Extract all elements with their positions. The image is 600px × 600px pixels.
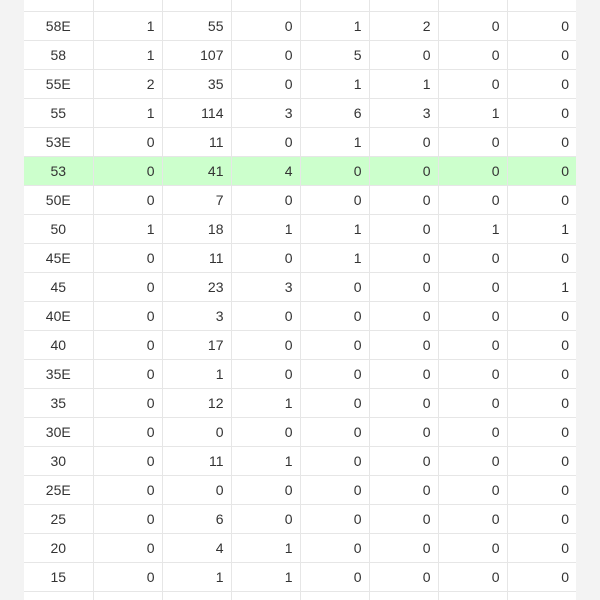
value-cell: 0 xyxy=(438,505,507,534)
value-cell: 0 xyxy=(507,476,576,505)
value-cell: 0 xyxy=(231,331,300,360)
value-cell: 1 xyxy=(93,41,162,70)
value-cell: 0 xyxy=(507,563,576,592)
value-cell: 0 xyxy=(369,244,438,273)
value-cell: 11 xyxy=(162,128,231,157)
value-cell: 107 xyxy=(162,41,231,70)
row-label-cell: 45E xyxy=(24,244,93,273)
value-cell: 0 xyxy=(300,505,369,534)
value-cell: 6 xyxy=(162,505,231,534)
value-cell: 114 xyxy=(162,99,231,128)
value-cell: 17 xyxy=(162,331,231,360)
value-cell: 1 xyxy=(300,244,369,273)
value-cell: 18 xyxy=(162,215,231,244)
row-label-cell: 58 xyxy=(24,41,93,70)
value-cell: 0 xyxy=(369,331,438,360)
table-row[interactable] xyxy=(24,99,576,128)
table-row[interactable] xyxy=(24,128,576,157)
value-cell: 0 xyxy=(231,41,300,70)
value-cell: 0 xyxy=(438,418,507,447)
value-cell: 0 xyxy=(507,99,576,128)
value-cell: 0 xyxy=(438,476,507,505)
value-cell xyxy=(300,592,369,600)
value-cell: 0 xyxy=(93,244,162,273)
value-cell: 0 xyxy=(369,447,438,476)
value-cell: 1 xyxy=(231,563,300,592)
value-cell: 0 xyxy=(300,273,369,302)
value-cell: 6 xyxy=(300,99,369,128)
value-cell: 0 xyxy=(438,186,507,215)
value-cell: 0 xyxy=(231,128,300,157)
value-cell: 1 xyxy=(231,447,300,476)
value-cell: 0 xyxy=(438,70,507,99)
row-label-cell: 35E xyxy=(24,360,93,389)
value-cell: 1 xyxy=(300,215,369,244)
value-cell xyxy=(369,0,438,12)
row-label-cell: 30 xyxy=(24,447,93,476)
value-cell: 1 xyxy=(231,389,300,418)
row-label-cell: 40E xyxy=(24,302,93,331)
value-cell: 0 xyxy=(507,447,576,476)
value-cell xyxy=(369,592,438,600)
value-cell: 0 xyxy=(93,563,162,592)
row-label-cell xyxy=(24,0,93,12)
row-label-cell: 25E xyxy=(24,476,93,505)
value-cell: 0 xyxy=(231,360,300,389)
value-cell xyxy=(93,592,162,600)
row-label-cell: 20 xyxy=(24,534,93,563)
row-label-cell: 40 xyxy=(24,331,93,360)
table-row[interactable] xyxy=(24,534,576,563)
value-cell: 0 xyxy=(507,360,576,389)
value-cell: 0 xyxy=(93,273,162,302)
table-row[interactable] xyxy=(24,331,576,360)
value-cell: 0 xyxy=(369,128,438,157)
value-cell: 0 xyxy=(438,360,507,389)
value-cell: 0 xyxy=(231,244,300,273)
value-cell: 0 xyxy=(231,70,300,99)
value-cell: 0 xyxy=(438,244,507,273)
value-cell: 0 xyxy=(438,273,507,302)
value-cell: 0 xyxy=(300,360,369,389)
value-cell: 3 xyxy=(162,302,231,331)
row-label-cell: 50E xyxy=(24,186,93,215)
value-cell: 0 xyxy=(93,360,162,389)
row-label-cell: 50 xyxy=(24,215,93,244)
table-row[interactable] xyxy=(24,302,576,331)
value-cell xyxy=(231,592,300,600)
table-row-highlighted[interactable] xyxy=(24,157,576,186)
value-cell: 0 xyxy=(507,12,576,41)
value-cell: 0 xyxy=(507,418,576,447)
table-row[interactable] xyxy=(24,0,576,12)
value-cell: 0 xyxy=(300,418,369,447)
value-cell: 23 xyxy=(162,273,231,302)
value-cell: 1 xyxy=(507,215,576,244)
value-cell: 7 xyxy=(162,186,231,215)
value-cell: 0 xyxy=(369,186,438,215)
value-cell: 2 xyxy=(369,12,438,41)
value-cell: 0 xyxy=(507,505,576,534)
value-cell: 3 xyxy=(231,99,300,128)
value-cell: 3 xyxy=(369,99,438,128)
value-cell: 0 xyxy=(369,157,438,186)
row-label-cell xyxy=(24,592,93,600)
value-cell: 2 xyxy=(93,70,162,99)
value-cell xyxy=(438,0,507,12)
value-cell: 0 xyxy=(507,41,576,70)
table-row[interactable] xyxy=(24,563,576,592)
value-cell: 0 xyxy=(93,418,162,447)
value-cell: 4 xyxy=(231,157,300,186)
value-cell: 1 xyxy=(93,215,162,244)
table-row[interactable] xyxy=(24,12,576,41)
value-cell: 0 xyxy=(93,302,162,331)
value-cell: 0 xyxy=(300,389,369,418)
row-label-cell: 25 xyxy=(24,505,93,534)
value-cell: 0 xyxy=(93,331,162,360)
table-row[interactable] xyxy=(24,505,576,534)
value-cell: 0 xyxy=(231,12,300,41)
value-cell: 0 xyxy=(231,505,300,534)
value-cell: 0 xyxy=(438,534,507,563)
value-cell: 0 xyxy=(300,157,369,186)
row-label-cell: 35 xyxy=(24,389,93,418)
table-row[interactable] xyxy=(24,70,576,99)
value-cell: 0 xyxy=(369,534,438,563)
value-cell: 0 xyxy=(438,12,507,41)
value-cell: 1 xyxy=(438,215,507,244)
value-cell: 0 xyxy=(162,476,231,505)
value-cell: 0 xyxy=(438,302,507,331)
value-cell: 1 xyxy=(300,12,369,41)
value-cell xyxy=(93,0,162,12)
value-cell xyxy=(300,0,369,12)
value-cell: 0 xyxy=(300,447,369,476)
value-cell xyxy=(162,592,231,600)
row-label-cell: 55 xyxy=(24,99,93,128)
value-cell: 0 xyxy=(507,244,576,273)
value-cell: 1 xyxy=(93,12,162,41)
value-cell: 0 xyxy=(507,186,576,215)
value-cell: 0 xyxy=(369,389,438,418)
value-cell: 0 xyxy=(93,157,162,186)
value-cell: 35 xyxy=(162,70,231,99)
value-cell: 0 xyxy=(438,128,507,157)
value-cell: 55 xyxy=(162,12,231,41)
table-row[interactable] xyxy=(24,476,576,505)
value-cell: 0 xyxy=(438,389,507,418)
value-cell: 1 xyxy=(300,70,369,99)
value-cell: 0 xyxy=(507,331,576,360)
value-cell: 0 xyxy=(162,418,231,447)
value-cell: 0 xyxy=(93,389,162,418)
value-cell: 1 xyxy=(162,563,231,592)
value-cell: 0 xyxy=(369,563,438,592)
value-cell: 1 xyxy=(231,215,300,244)
value-cell: 41 xyxy=(162,157,231,186)
value-cell: 0 xyxy=(93,534,162,563)
table-container[interactable] xyxy=(24,0,576,600)
value-cell: 0 xyxy=(231,302,300,331)
table-row[interactable] xyxy=(24,215,576,244)
value-cell: 0 xyxy=(93,447,162,476)
value-cell: 0 xyxy=(369,360,438,389)
value-cell xyxy=(162,0,231,12)
value-cell: 0 xyxy=(300,331,369,360)
value-cell: 3 xyxy=(231,273,300,302)
row-label-cell: 55E xyxy=(24,70,93,99)
table-row[interactable] xyxy=(24,592,576,600)
row-label-cell: 53E xyxy=(24,128,93,157)
value-cell: 0 xyxy=(300,563,369,592)
value-cell: 0 xyxy=(300,534,369,563)
value-cell: 0 xyxy=(369,418,438,447)
value-cell: 0 xyxy=(369,505,438,534)
value-cell: 11 xyxy=(162,447,231,476)
row-label-cell: 30E xyxy=(24,418,93,447)
value-cell: 0 xyxy=(93,476,162,505)
value-cell: 0 xyxy=(507,157,576,186)
value-cell: 4 xyxy=(162,534,231,563)
value-cell: 1 xyxy=(93,99,162,128)
value-cell: 0 xyxy=(438,447,507,476)
value-cell: 0 xyxy=(507,70,576,99)
row-label-cell: 53 xyxy=(24,157,93,186)
value-cell: 0 xyxy=(300,302,369,331)
value-cell: 1 xyxy=(231,534,300,563)
value-cell: 0 xyxy=(93,505,162,534)
row-label-cell: 58E xyxy=(24,12,93,41)
table-body xyxy=(24,0,576,600)
value-cell: 0 xyxy=(507,389,576,418)
value-cell: 0 xyxy=(438,563,507,592)
value-cell: 0 xyxy=(507,128,576,157)
table-row[interactable] xyxy=(24,186,576,215)
value-cell: 1 xyxy=(507,273,576,302)
table-row[interactable] xyxy=(24,273,576,302)
value-cell xyxy=(438,592,507,600)
value-cell: 0 xyxy=(300,186,369,215)
value-cell xyxy=(507,592,576,600)
value-cell: 1 xyxy=(438,99,507,128)
value-cell xyxy=(507,0,576,12)
value-cell: 0 xyxy=(93,186,162,215)
value-cell: 0 xyxy=(438,41,507,70)
value-cell: 0 xyxy=(507,534,576,563)
table-row[interactable] xyxy=(24,360,576,389)
value-cell: 0 xyxy=(438,157,507,186)
value-cell: 1 xyxy=(369,70,438,99)
value-cell: 0 xyxy=(300,476,369,505)
value-cell: 0 xyxy=(369,476,438,505)
value-cell: 0 xyxy=(369,302,438,331)
table-row[interactable] xyxy=(24,418,576,447)
value-cell xyxy=(231,0,300,12)
table-row[interactable] xyxy=(24,389,576,418)
table-row[interactable] xyxy=(24,447,576,476)
row-label-cell: 15 xyxy=(24,563,93,592)
value-cell: 0 xyxy=(369,273,438,302)
value-cell: 0 xyxy=(231,186,300,215)
table-row[interactable] xyxy=(24,41,576,70)
value-cell: 0 xyxy=(438,331,507,360)
value-cell: 0 xyxy=(369,41,438,70)
value-cell: 0 xyxy=(507,302,576,331)
row-label-cell: 45 xyxy=(24,273,93,302)
value-cell: 0 xyxy=(231,476,300,505)
value-cell: 0 xyxy=(231,418,300,447)
value-cell: 12 xyxy=(162,389,231,418)
table-row[interactable] xyxy=(24,244,576,273)
value-cell: 0 xyxy=(93,128,162,157)
value-cell: 5 xyxy=(300,41,369,70)
value-cell: 1 xyxy=(300,128,369,157)
data-table xyxy=(24,0,576,600)
value-cell: 1 xyxy=(162,360,231,389)
value-cell: 0 xyxy=(369,215,438,244)
value-cell: 11 xyxy=(162,244,231,273)
